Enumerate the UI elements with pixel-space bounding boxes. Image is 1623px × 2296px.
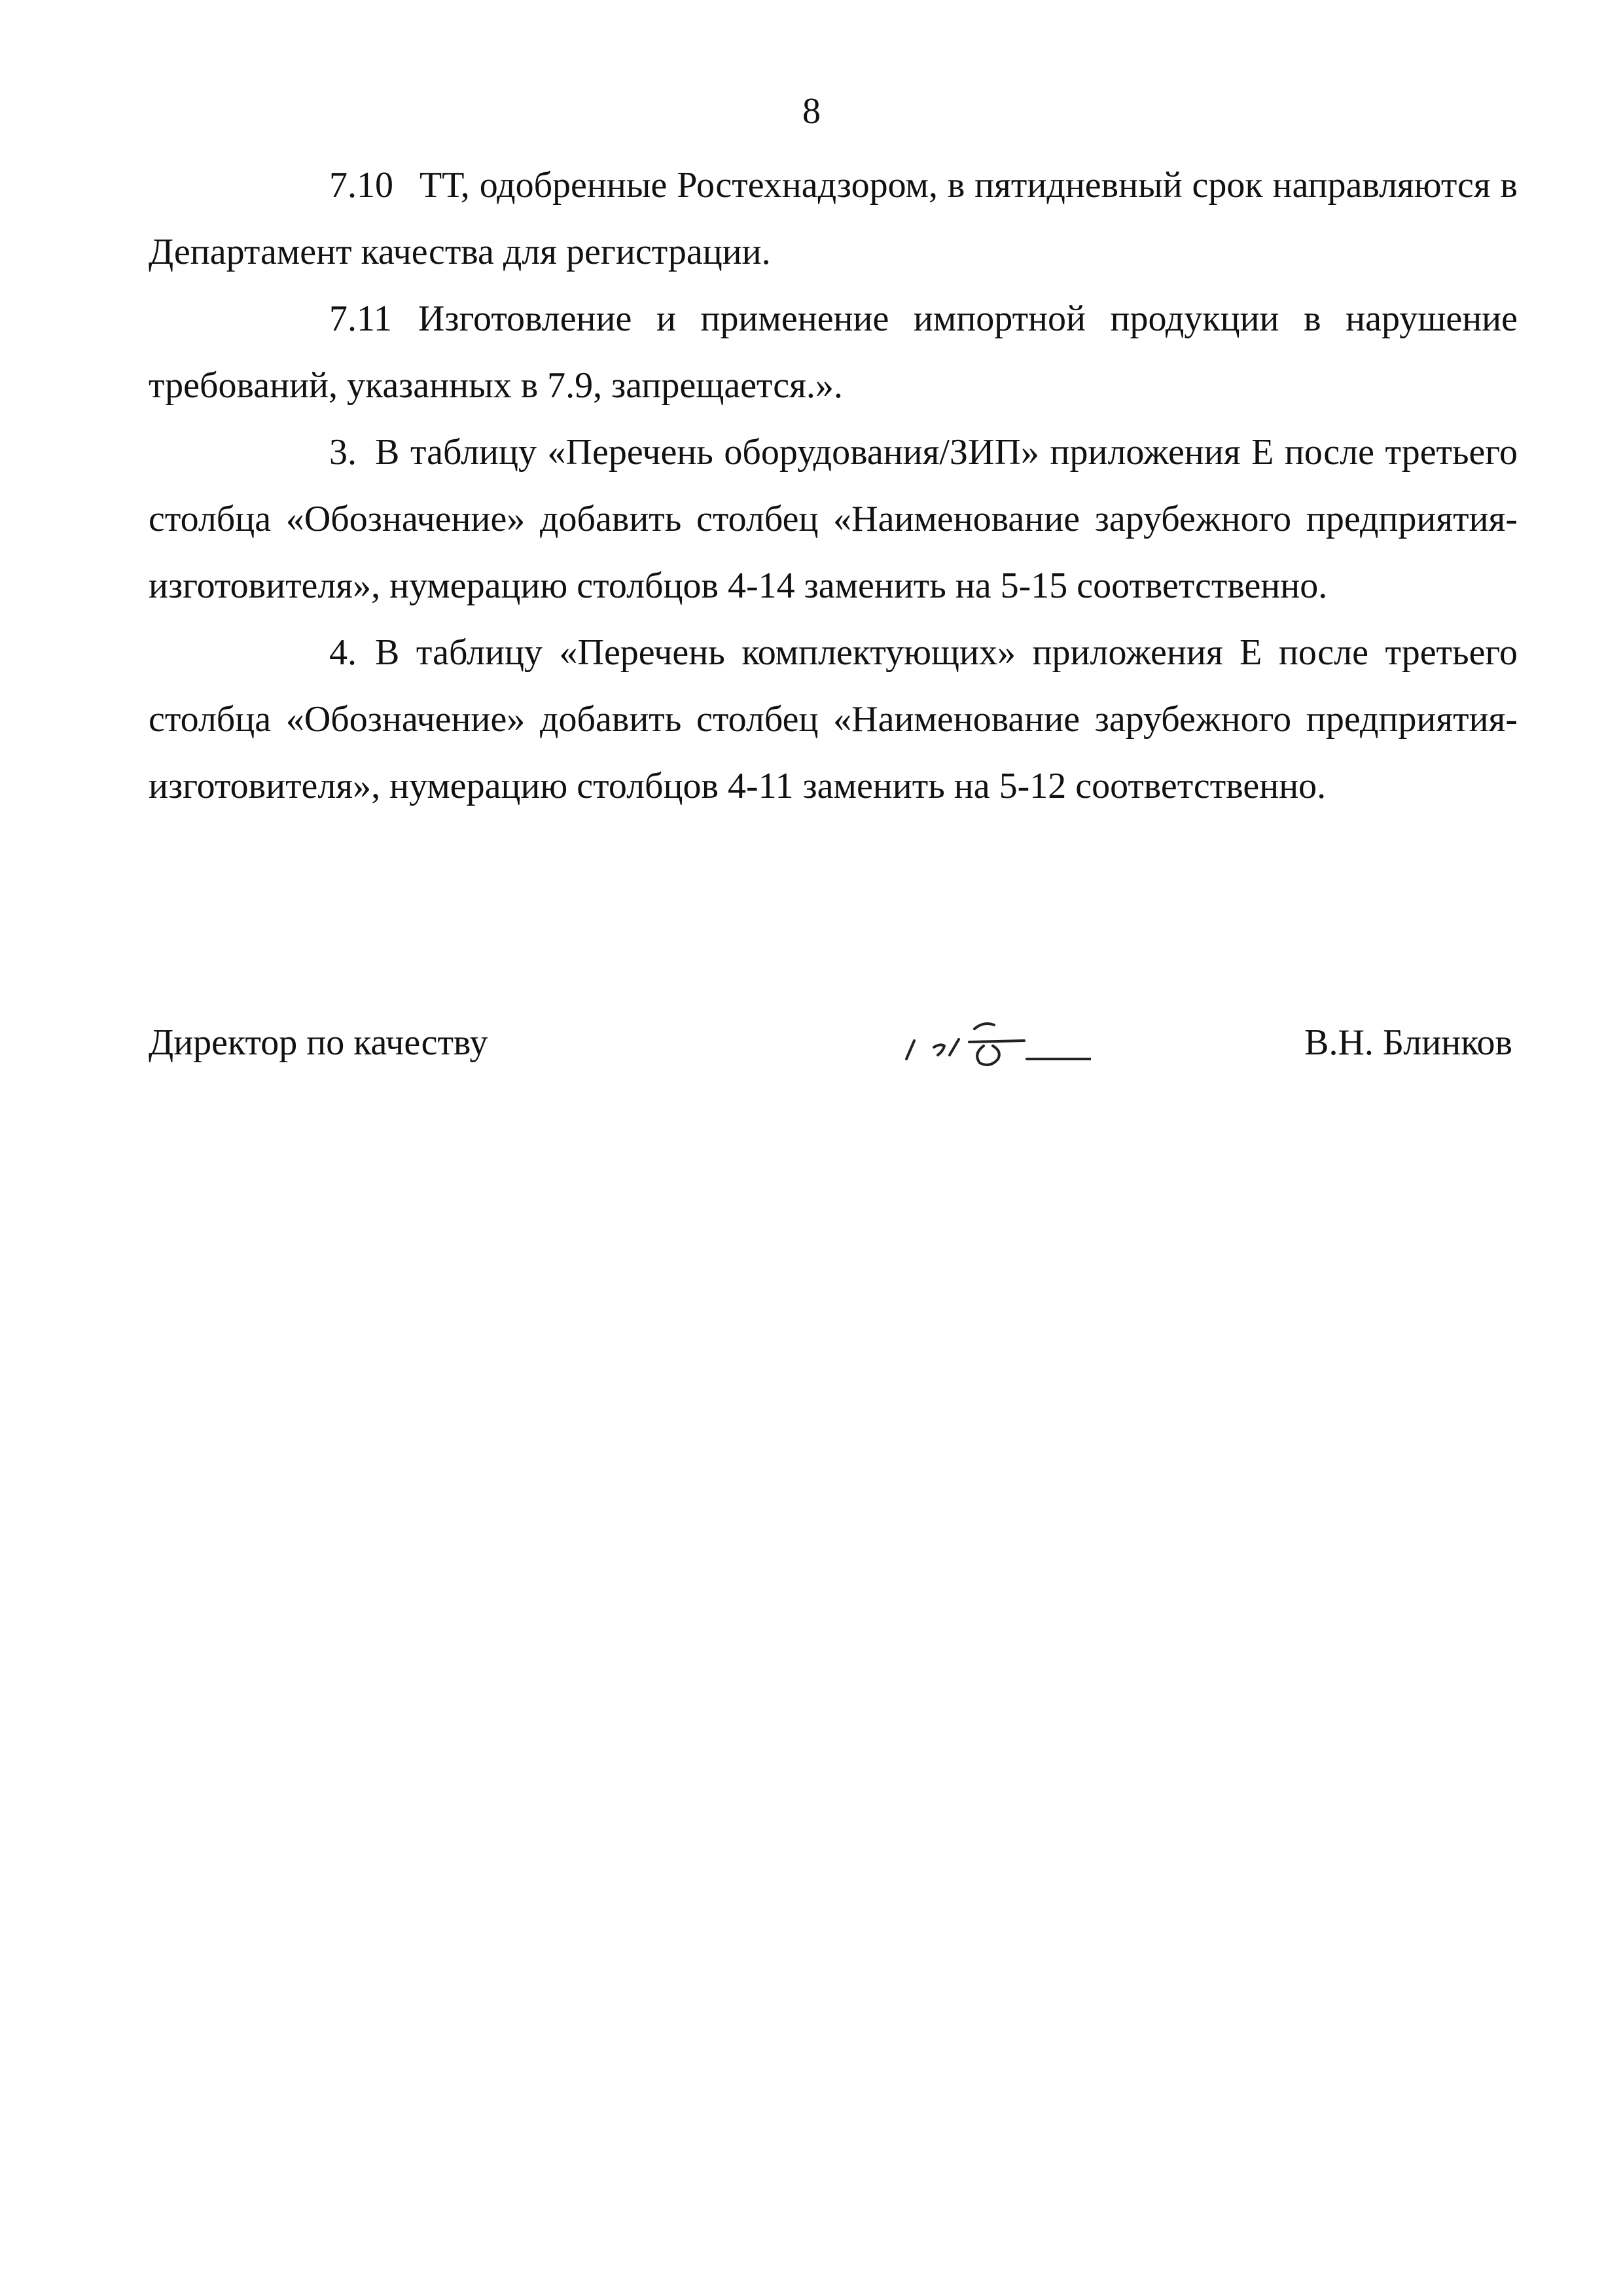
paragraph-number: 4. bbox=[329, 632, 357, 673]
document-body bbox=[149, 152, 1518, 819]
page-number: 8 bbox=[802, 91, 821, 132]
paragraph-7-11 bbox=[149, 285, 1518, 419]
paragraph-text: В таблицу «Перечень оборудования/ЗИП» приложения Е после третьего столбца «Обозначение» добавить столбец «Наименование зарубежного предприятия-изготовителя», нумерацию столбцов 4-14 заменить на 5-15 соответственно. bbox=[149, 432, 1518, 606]
paragraph-text: Изготовление и применение импортной продукции в нарушение требований, указанных в 7.9, запрещается.». bbox=[149, 298, 1518, 406]
paragraph-text: ТТ, одобренные Ростехнадзором, в пятидневный срок направляются в Департамент качества для регистрации. bbox=[149, 165, 1518, 272]
paragraph-3 bbox=[149, 419, 1518, 619]
paragraph-4 bbox=[149, 619, 1518, 819]
paragraph-text: В таблицу «Перечень комплектующих» приложения Е после третьего столбца «Обозначение» добавить столбец «Наименование зарубежного предприятия-изготовителя», нумерацию столбцов 4-11 заменить на 5-12 соответственно. bbox=[149, 632, 1518, 806]
signature-block bbox=[149, 1013, 1518, 1072]
signatory-name: В.Н. Блинков bbox=[1304, 1022, 1512, 1063]
signatory-position: Директор по качеству bbox=[149, 1022, 488, 1063]
paragraph-7-10 bbox=[149, 152, 1518, 285]
handwritten-signature bbox=[751, 1013, 1091, 1085]
paragraph-number: 7.10 bbox=[329, 165, 393, 206]
paragraph-number: 7.11 bbox=[329, 298, 392, 339]
paragraph-number: 3. bbox=[329, 432, 357, 473]
